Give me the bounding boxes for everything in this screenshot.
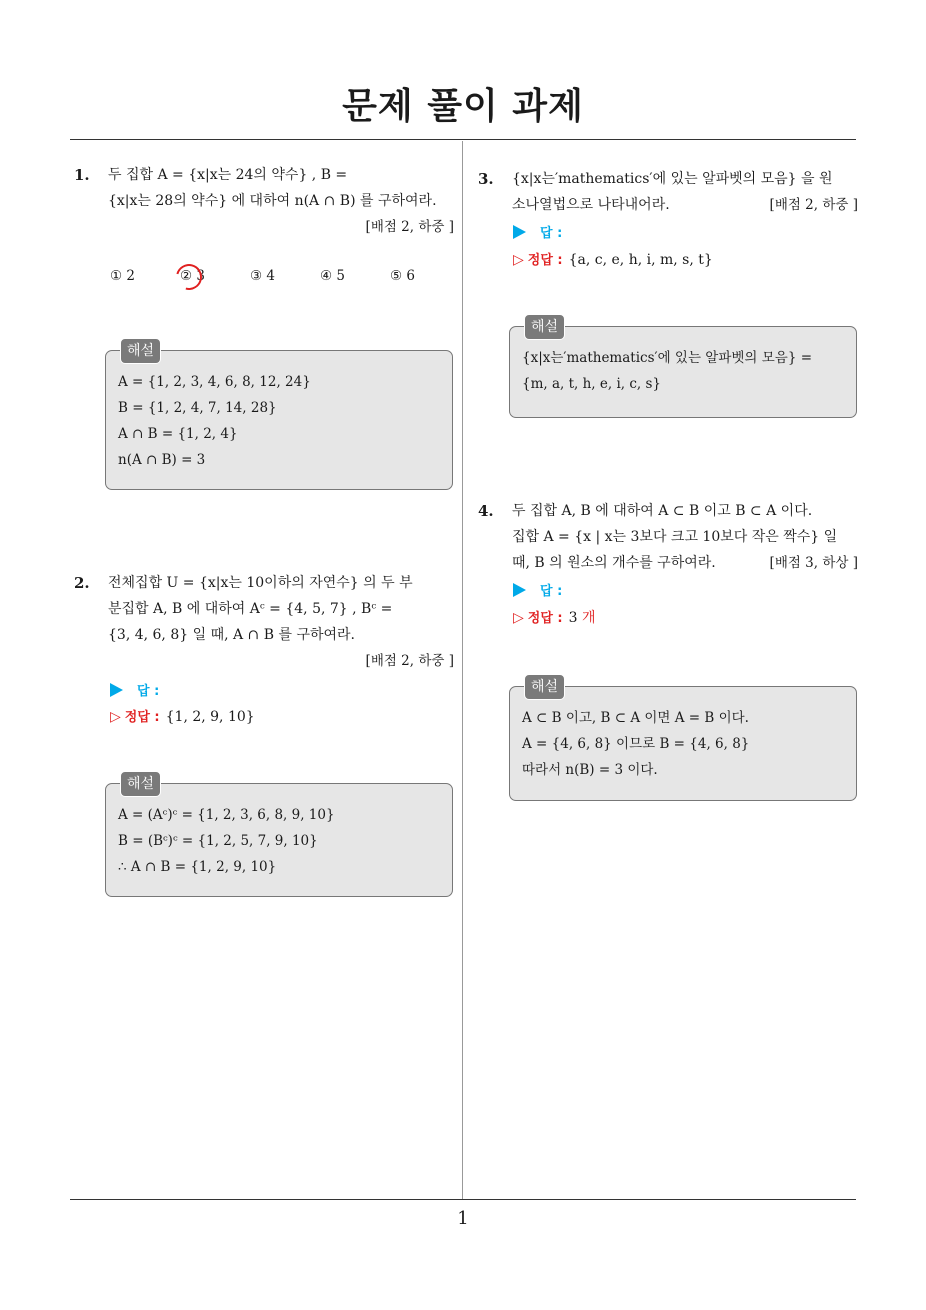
problem-1 xyxy=(74,162,454,252)
answer-line xyxy=(513,580,562,599)
answer-line xyxy=(110,680,159,699)
outline-triangle-icon: ▷ xyxy=(110,709,121,725)
explanation-box xyxy=(105,343,453,490)
correct-answer-unit: 개 xyxy=(582,610,596,626)
problem-text xyxy=(108,570,454,674)
explanation-line: A = {4, 6, 8} 이므로 B = {4, 6, 8} xyxy=(522,736,750,752)
correct-answer: {a, c, e, h, i, m, s, t} xyxy=(568,252,713,268)
problem-number: 4. xyxy=(478,502,494,520)
correct-answer-line xyxy=(110,706,255,725)
explanation-label: 해설 xyxy=(524,314,565,340)
explanation-line: A ⊂ B 이고, B ⊂ A 이면 A = B 이다. xyxy=(522,710,749,726)
selected-choice-mark xyxy=(171,259,207,295)
play-triangle-icon xyxy=(513,583,526,597)
problem-text xyxy=(108,162,454,240)
choice-1[interactable]: ① 2 xyxy=(110,268,135,284)
choice-3[interactable]: ③ 4 xyxy=(250,268,275,284)
explanation-label: 해설 xyxy=(120,771,161,797)
explanation-line: A = {1, 2, 3, 4, 6, 8, 12, 24} xyxy=(118,374,311,390)
explanation-line: B = (Bᶜ)ᶜ = {1, 2, 5, 7, 9, 10} xyxy=(118,833,318,849)
answer-label: 답 : xyxy=(540,584,563,599)
explanation-box xyxy=(509,679,857,801)
problem-line: 소나열법으로 나타내어라. xyxy=(512,197,670,213)
problem-number: 2. xyxy=(74,574,90,592)
problem-2 xyxy=(74,570,454,680)
correct-label: 정답 : xyxy=(124,710,160,725)
problem-meta: [배점 2, 하중 ] xyxy=(365,219,454,235)
choice-2[interactable]: ② 3 xyxy=(180,268,205,284)
problem-line: 두 집합 A = {x|x는 24의 약수} , B = xyxy=(108,167,348,183)
explanation-line: ∴ A ∩ B = {1, 2, 9, 10} xyxy=(118,859,277,875)
top-rule xyxy=(70,139,856,140)
choice-4[interactable]: ④ 5 xyxy=(320,268,345,284)
play-triangle-icon xyxy=(110,683,123,697)
explanation-line: {m, a, t, h, e, i, c, s} xyxy=(522,376,662,392)
column-divider xyxy=(462,141,463,1199)
problem-line: 분집합 A, B 에 대하여 Aᶜ = {4, 5, 7} , Bᶜ = xyxy=(108,601,393,617)
play-triangle-icon xyxy=(513,225,526,239)
page-number: 1 xyxy=(457,1208,469,1229)
answer-label: 답 : xyxy=(137,684,160,699)
correct-answer: 3 xyxy=(568,610,578,626)
answer-label: 답 : xyxy=(540,226,563,241)
correct-label: 정답 : xyxy=(527,611,563,626)
problem-3 xyxy=(478,166,858,222)
problem-number: 3. xyxy=(478,170,494,188)
problem-line: {x|x는′mathematics′에 있는 알파벳의 모음} 을 원 xyxy=(512,171,833,187)
problem-line: 집합 A = {x | x는 3보다 크고 10보다 작은 짝수} 일 xyxy=(512,529,838,545)
answer-line xyxy=(513,222,562,241)
problem-line: {3, 4, 6, 8} 일 때, A ∩ B 를 구하여라. xyxy=(108,627,355,643)
problem-text xyxy=(512,166,858,218)
choice-list xyxy=(110,268,450,288)
choice-5[interactable]: ⑤ 6 xyxy=(390,268,415,284)
problem-number: 1. xyxy=(74,166,90,184)
explanation-line: B = {1, 2, 4, 7, 14, 28} xyxy=(118,400,277,416)
explanation-line: n(A ∩ B) = 3 xyxy=(118,452,206,468)
outline-triangle-icon: ▷ xyxy=(513,610,524,626)
explanation-box xyxy=(509,319,857,418)
explanation-line: A = (Aᶜ)ᶜ = {1, 2, 3, 6, 8, 9, 10} xyxy=(118,807,335,823)
page-title: 문제 풀이 과제 xyxy=(342,86,584,127)
problem-line: 두 집합 A, B 에 대하여 A ⊂ B 이고 B ⊂ A 이다. xyxy=(512,503,813,519)
problem-meta: [배점 2, 하중 ] xyxy=(769,197,858,213)
correct-answer-line xyxy=(513,607,596,627)
problem-meta: [배점 2, 하중 ] xyxy=(365,653,454,669)
explanation-line: 따라서 n(B) = 3 이다. xyxy=(522,762,658,778)
problem-4 xyxy=(478,498,858,578)
explanation-line: A ∩ B = {1, 2, 4} xyxy=(118,426,238,442)
correct-answer: {1, 2, 9, 10} xyxy=(165,709,255,725)
correct-label: 정답 : xyxy=(527,253,563,268)
problem-line: 전체집합 U = {x|x는 10이하의 자연수} 의 두 부 xyxy=(108,575,413,591)
bottom-rule xyxy=(70,1199,856,1200)
correct-answer-line xyxy=(513,249,713,268)
problem-text xyxy=(512,498,858,576)
problem-line: {x|x는 28의 약수} 에 대하여 n(A ∩ B) 를 구하여라. xyxy=(108,193,437,209)
outline-triangle-icon: ▷ xyxy=(513,252,524,268)
explanation-box xyxy=(105,776,453,897)
explanation-label: 해설 xyxy=(120,338,161,364)
explanation-line: {x|x는′mathematics′에 있는 알파벳의 모음} = xyxy=(522,350,813,366)
problem-line: 때, B 의 원소의 개수를 구하여라. xyxy=(512,555,716,571)
explanation-label: 해설 xyxy=(524,674,565,700)
problem-meta: [배점 3, 하상 ] xyxy=(769,555,858,571)
